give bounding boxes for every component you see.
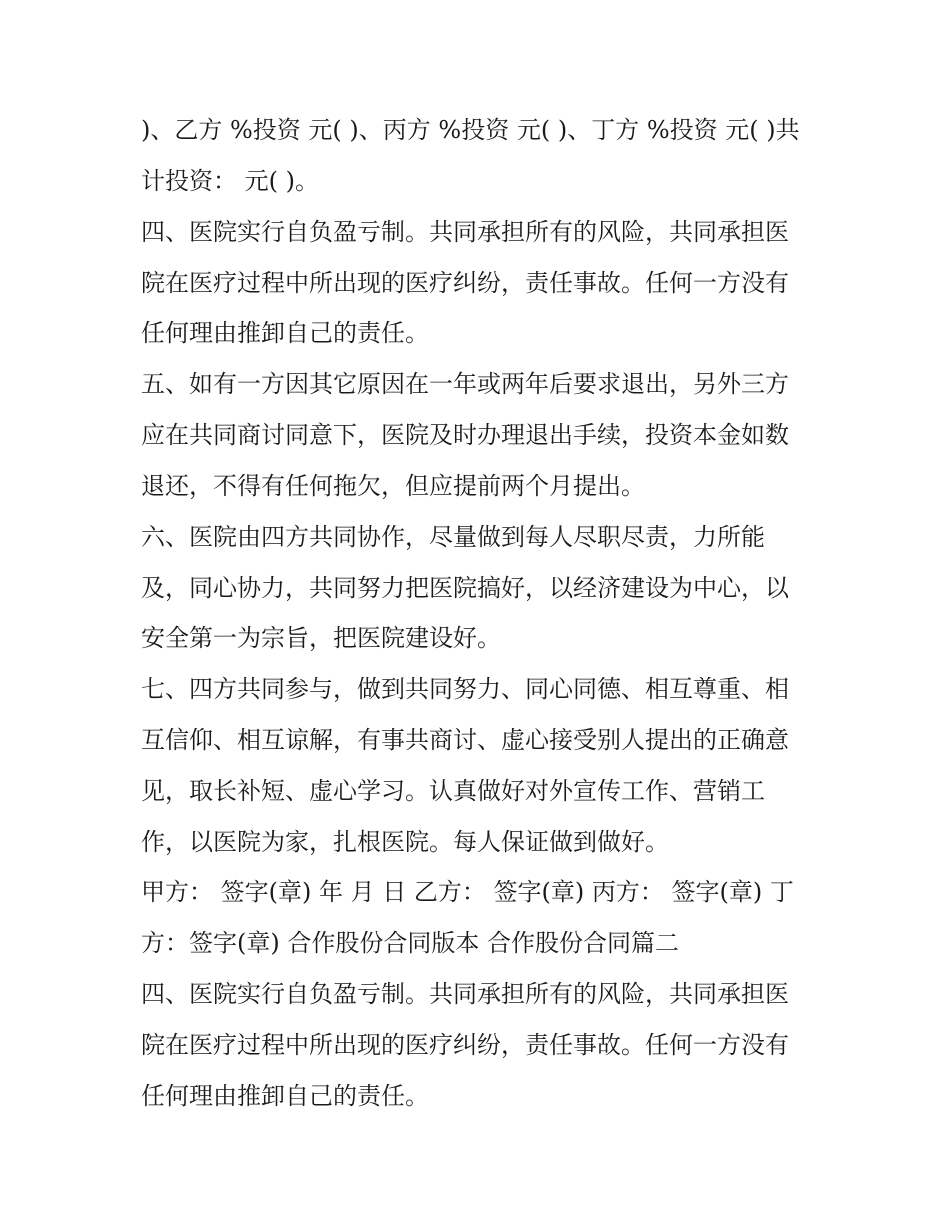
text-line: 院在医疗过程中所出现的医疗纠纷，责任事故。任何一方没有 xyxy=(141,269,789,297)
text-line: 安全第一为宗旨，把医院建设好。 xyxy=(141,624,501,652)
text-line: 方：签字(章) 合作股份合同版本 合作股份合同篇二 xyxy=(141,929,679,957)
text-line: 四、医院实行自负盈亏制。共同承担所有的风险，共同承担医 xyxy=(141,218,789,246)
text-line: 四、医院实行自负盈亏制。共同承担所有的风险，共同承担医 xyxy=(141,980,789,1008)
text-line: )、乙方 %投资 元( )、丙方 %投资 元( )、丁方 %投资 元( )共 xyxy=(141,116,800,144)
text-line: 应在共同商讨同意下，医院及时办理退出手续，投资本金如数 xyxy=(141,421,789,449)
text-line: 七、四方共同参与，做到共同努力、同心同德、相互尊重、相 xyxy=(141,675,789,703)
text-line: 任何理由推卸自己的责任。 xyxy=(141,319,429,347)
text-line: 五、如有一方因其它原因在一年或两年后要求退出，另外三方 xyxy=(141,370,789,398)
text-line: 六、医院由四方共同协作，尽量做到每人尽职尽责，力所能 xyxy=(141,523,765,551)
text-line: 及，同心协力，共同努力把医院搞好，以经济建设为中心，以 xyxy=(141,574,789,602)
text-line: 院在医疗过程中所出现的医疗纠纷，责任事故。任何一方没有 xyxy=(141,1031,789,1059)
text-line: 任何理由推卸自己的责任。 xyxy=(141,1082,429,1110)
text-line: 计投资： 元( )。 xyxy=(141,167,319,195)
text-line: 作，以医院为家，扎根医院。每人保证做到做好。 xyxy=(141,828,669,856)
text-line: 见，取长补短、虚心学习。认真做好对外宣传工作、营销工 xyxy=(141,777,765,805)
text-line: 退还，不得有任何拖欠，但应提前两个月提出。 xyxy=(141,472,645,500)
text-line: 甲方： 签字(章) 年 月 日 乙方： 签字(章) 丙方： 签字(章) 丁 xyxy=(141,878,794,906)
text-line: 互信仰、相互谅解，有事共商讨、虚心接受别人提出的正确意 xyxy=(141,726,789,754)
